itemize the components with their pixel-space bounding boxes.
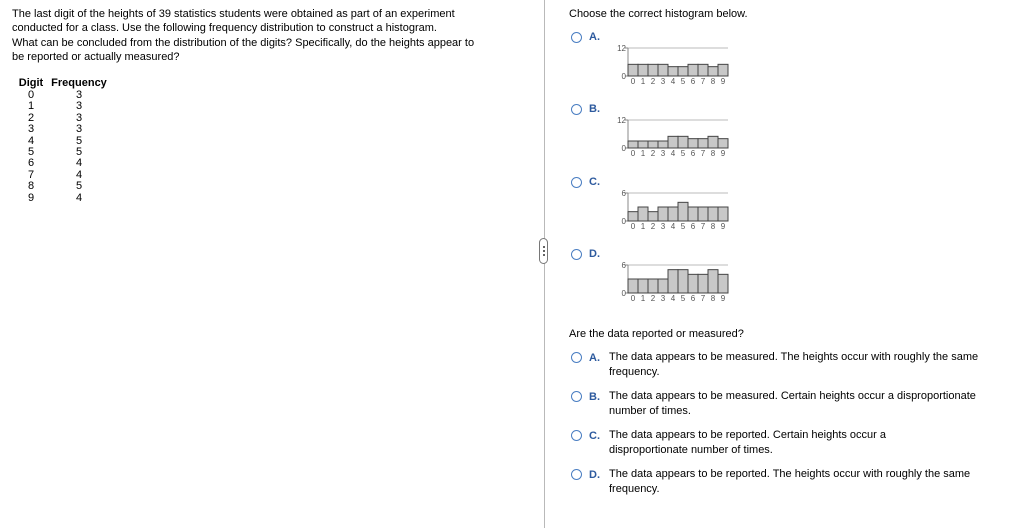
x-tick-label: 0 — [630, 77, 636, 86]
histogram-bar — [668, 67, 678, 76]
histogram-bar — [628, 279, 638, 293]
problem-line: conducted for a class. Use the following frequency distribution to construct a histogram. — [12, 22, 437, 35]
histogram-bar — [648, 141, 658, 148]
x-tick-label: 5 — [680, 77, 686, 86]
digit-cell: 9 — [27, 191, 35, 204]
x-tick-label: 5 — [680, 149, 686, 158]
x-tick-label: 9 — [720, 222, 726, 231]
x-tick-label: 1 — [640, 149, 646, 158]
frequency-table — [16, 76, 112, 204]
x-tick-label: 7 — [700, 77, 706, 86]
option-line: number of times. — [609, 405, 691, 417]
x-tick-label: 0 — [630, 149, 636, 158]
x-tick-label: 8 — [710, 77, 716, 86]
histogram-bar — [628, 212, 638, 221]
y-tick-min-label: 0 — [621, 217, 626, 226]
radio-histogram-b[interactable] — [571, 104, 582, 115]
histogram-bar — [698, 274, 708, 293]
histogram-bar — [638, 207, 648, 221]
option-line: disproportionate number of times. — [609, 444, 773, 456]
histogram-bar — [648, 64, 658, 76]
radio-conclusion-a[interactable] — [571, 352, 582, 363]
histogram-bar — [708, 136, 718, 148]
conclusion-option-b-text[interactable] — [609, 389, 1009, 419]
x-tick-label: 2 — [650, 222, 656, 231]
x-tick-label: 1 — [640, 77, 646, 86]
histogram-bar — [688, 207, 698, 221]
option-line: frequency. — [609, 366, 660, 378]
histogram-bar — [648, 279, 658, 293]
x-tick-label: 8 — [710, 149, 716, 158]
x-tick-label: 6 — [690, 149, 696, 158]
radio-conclusion-b[interactable] — [571, 391, 582, 402]
histogram-bar — [688, 139, 698, 148]
histogram-bar — [708, 67, 718, 76]
frequency-cell: 4 — [75, 168, 83, 181]
digit-cell: 7 — [27, 168, 35, 181]
frequency-cell: 4 — [75, 157, 83, 170]
x-tick-label: 3 — [660, 222, 666, 231]
x-tick-label: 4 — [670, 222, 676, 231]
x-tick-label: 7 — [700, 294, 706, 303]
histogram-bar — [648, 212, 658, 221]
digit-cell: 2 — [27, 111, 35, 124]
digit-cell: 8 — [27, 180, 35, 193]
digit-cell: 0 — [27, 89, 35, 101]
table-header-row — [16, 76, 112, 90]
histogram-bar — [698, 64, 708, 76]
histogram-bar — [718, 274, 728, 293]
x-tick-label: 8 — [710, 294, 716, 303]
histogram-bar — [658, 207, 668, 221]
x-tick-label: 4 — [670, 149, 676, 158]
histogram-bar — [668, 270, 678, 293]
option-line: The data appears to be measured. The heights occur with roughly the same — [609, 351, 979, 363]
right-pane — [545, 0, 1024, 528]
option-letter: B. — [589, 103, 600, 115]
histogram-bar — [668, 136, 678, 148]
table-row — [16, 181, 112, 192]
option-line: The data appears to be measured. Certain heights occur a disproportionate — [609, 390, 976, 402]
y-tick-min-label: 0 — [621, 289, 626, 298]
x-tick-label: 6 — [690, 77, 696, 86]
table-row — [16, 124, 112, 135]
digit-cell: 4 — [27, 134, 35, 147]
problem-statement — [12, 7, 522, 65]
x-tick-label: 2 — [650, 294, 656, 303]
histogram-bar — [638, 141, 648, 148]
radio-histogram-d[interactable] — [571, 249, 582, 260]
x-tick-label: 4 — [670, 294, 676, 303]
histogram-bar — [678, 270, 688, 293]
x-tick-label: 9 — [720, 294, 726, 303]
radio-histogram-a[interactable] — [571, 32, 582, 43]
x-tick-label: 7 — [700, 222, 706, 231]
option-letter: D. — [589, 469, 600, 481]
x-tick-label: 0 — [630, 222, 636, 231]
header-digit: Digit — [18, 77, 44, 89]
frequency-cell: 4 — [75, 191, 83, 204]
option-letter: C. — [589, 176, 600, 188]
x-tick-label: 9 — [720, 149, 726, 158]
option-letter: A. — [589, 31, 600, 43]
x-tick-label: 3 — [660, 294, 666, 303]
histogram-bar — [638, 279, 648, 293]
histogram-bar — [678, 67, 688, 76]
x-tick-label: 7 — [700, 149, 706, 158]
histogram-bar — [708, 270, 718, 293]
x-tick-label: 3 — [660, 77, 666, 86]
histogram-bar — [638, 64, 648, 76]
option-letter: C. — [589, 430, 600, 442]
histogram-option-d — [615, 257, 730, 305]
option-line: The data appears to be reported. Certain heights occur a — [609, 429, 887, 441]
radio-conclusion-c[interactable] — [571, 430, 582, 441]
x-tick-label: 2 — [650, 149, 656, 158]
frequency-cell: 3 — [75, 100, 83, 113]
histogram-bar — [698, 139, 708, 148]
x-tick-label: 5 — [680, 294, 686, 303]
histogram-option-a — [615, 40, 730, 88]
problem-line: What can be concluded from the distribution of the digits? Specifically, do the heights appear to — [12, 36, 475, 49]
y-tick-max-label: 12 — [617, 116, 626, 125]
digit-cell: 5 — [27, 146, 35, 159]
histogram-bar — [678, 136, 688, 148]
option-line: frequency. — [609, 483, 660, 495]
digit-cell: 6 — [27, 157, 35, 170]
histogram-option-c — [615, 185, 730, 233]
histogram-bar — [718, 64, 728, 76]
histogram-bar — [688, 64, 698, 76]
frequency-cell: 5 — [75, 146, 83, 159]
x-tick-label: 3 — [660, 149, 666, 158]
y-tick-max-label: 6 — [621, 261, 626, 270]
x-tick-label: 5 — [680, 222, 686, 231]
x-tick-label: 6 — [690, 294, 696, 303]
digit-cell: 1 — [27, 100, 35, 113]
histogram-bar — [658, 64, 668, 76]
x-tick-label: 9 — [720, 77, 726, 86]
frequency-cell: 3 — [75, 123, 83, 136]
histogram-bar — [628, 64, 638, 76]
y-tick-min-label: 0 — [621, 144, 626, 153]
y-tick-max-label: 6 — [621, 189, 626, 198]
conclusion-option-d-text[interactable] — [609, 467, 1009, 497]
histogram-bar — [678, 202, 688, 221]
x-tick-label: 2 — [650, 77, 656, 86]
conclusion-option-c-text[interactable] — [609, 428, 1009, 458]
header-frequency: Frequency — [51, 77, 107, 89]
frequency-cell: 3 — [75, 111, 83, 124]
problem-line: be reported or actually measured? — [12, 51, 180, 64]
histogram-bar — [668, 207, 678, 221]
x-tick-label: 1 — [640, 294, 646, 303]
frequency-cell: 5 — [75, 134, 83, 147]
x-tick-label: 0 — [630, 294, 636, 303]
option-letter: D. — [589, 248, 600, 260]
radio-histogram-c[interactable] — [571, 177, 582, 188]
option-line: The data appears to be reported. The heights occur with roughly the same — [609, 468, 971, 480]
digit-cell: 3 — [27, 123, 35, 136]
histogram-prompt: Choose the correct histogram below. — [569, 8, 748, 20]
radio-conclusion-d[interactable] — [571, 469, 582, 480]
histogram-bar — [628, 141, 638, 148]
x-tick-label: 4 — [670, 77, 676, 86]
histogram-bar — [658, 141, 668, 148]
option-letter: A. — [589, 352, 600, 364]
histogram-option-b — [615, 112, 730, 160]
histogram-bar — [718, 139, 728, 148]
x-tick-label: 6 — [690, 222, 696, 231]
histogram-bar — [718, 207, 728, 221]
histogram-bar — [658, 279, 668, 293]
conclusion-prompt: Are the data reported or measured? — [569, 328, 744, 340]
histogram-bar — [698, 207, 708, 221]
histogram-bar — [688, 274, 698, 293]
problem-line: The last digit of the heights of 39 statistics students were obtained as part of an experiment — [12, 8, 455, 20]
frequency-cell: 5 — [75, 180, 83, 193]
y-tick-max-label: 12 — [617, 44, 626, 53]
x-tick-label: 8 — [710, 222, 716, 231]
x-tick-label: 1 — [640, 222, 646, 231]
y-tick-min-label: 0 — [621, 72, 626, 81]
option-letter: B. — [589, 391, 600, 403]
frequency-cell: 3 — [75, 89, 83, 101]
table-row — [16, 193, 112, 204]
conclusion-option-a-text[interactable] — [609, 350, 1009, 380]
histogram-bar — [708, 207, 718, 221]
